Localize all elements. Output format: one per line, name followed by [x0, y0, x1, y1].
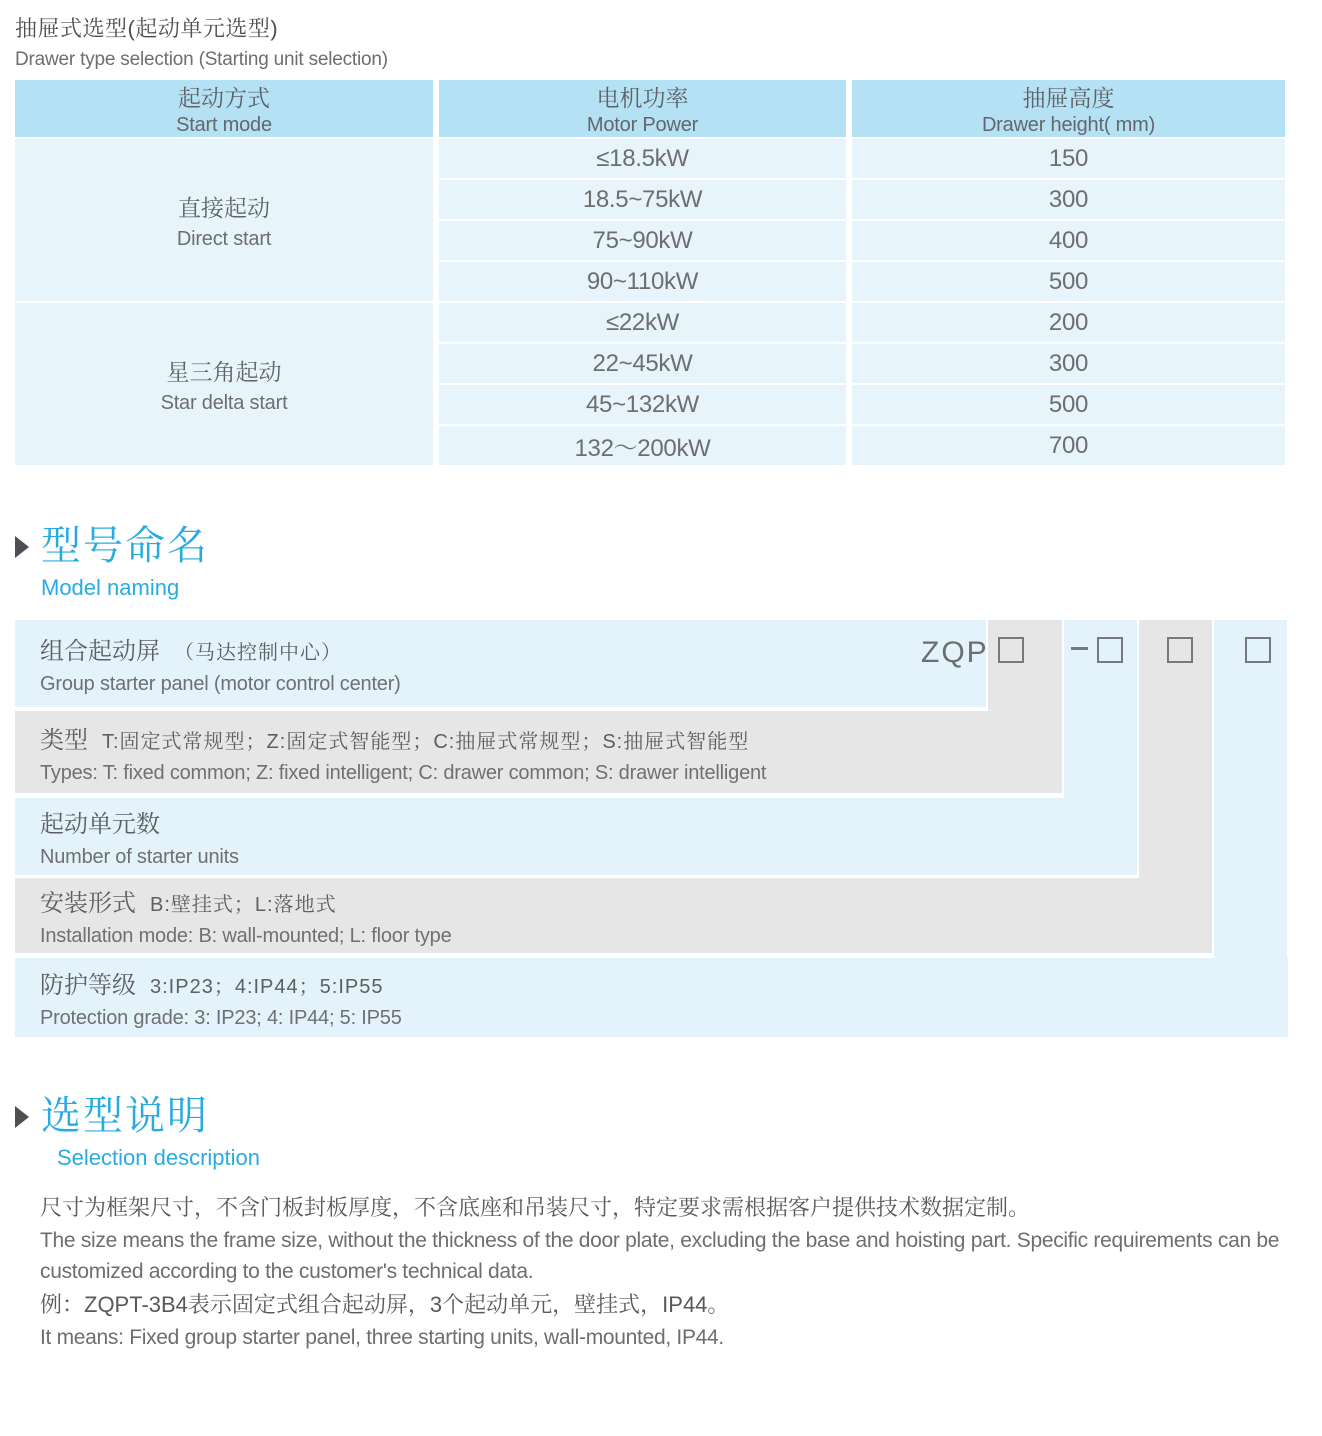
section-title-en: Selection description — [57, 1145, 261, 1170]
section-selection-description-heading — [15, 1094, 260, 1171]
header-start-mode — [15, 80, 433, 137]
motor-power-cell: 132～200kW — [439, 426, 846, 465]
code-box-icon — [1167, 637, 1193, 663]
start-mode-group-cell — [15, 139, 433, 301]
naming-row-types — [15, 711, 1061, 793]
selection-description-body — [40, 1192, 1290, 1355]
naming-row-protection-grade — [15, 958, 1288, 1037]
description-example-zh: 例：ZQPT-3B4表示固定式组合起动屏，3个起动单元，壁挂式，IP44。 — [40, 1292, 730, 1317]
selection-table — [15, 80, 1285, 465]
group-direct-start-en: Direct start — [176, 227, 272, 250]
page-header — [15, 12, 388, 71]
right-triangle-icon — [15, 1106, 29, 1128]
header-drawer-height — [852, 80, 1285, 137]
naming-row-group-starter-panel — [15, 620, 986, 707]
group-star-delta-en: Star delta start — [160, 391, 288, 414]
naming-row-zh-label: 起动单元数 — [40, 811, 160, 838]
naming-row-en: Protection grade: 3: IP23; 4: IP44; 5: IP55 — [40, 1007, 402, 1029]
naming-row-zh-rest: 3:IP23；4:IP44；5:IP55 — [150, 976, 384, 998]
naming-row-starter-units — [15, 798, 1136, 875]
drawer-height-cell: 150 — [852, 139, 1285, 178]
header-motor-power-zh: 电机功率 — [596, 85, 689, 111]
header-drawer-height-en: Drawer height( mm) — [981, 114, 1156, 136]
drawer-height-cell: 500 — [852, 385, 1285, 424]
right-triangle-icon — [15, 536, 29, 558]
code-box-icon — [1245, 637, 1271, 663]
naming-row-zh-label: 组合起动屏 — [40, 638, 160, 665]
naming-row-en: Types: T: fixed common; Z: fixed intelligent; C: drawer common; S: drawer intelligent — [40, 761, 767, 784]
header-start-mode-en: Start mode — [176, 114, 272, 136]
model-naming-diagram — [15, 620, 1288, 1037]
section-model-naming-heading — [15, 524, 209, 601]
description-paragraph-en: The size means the frame size, without the thickness of the door plate, excluding the base and hoisting part. Specific requirements can be customized according to the customer's technical data. — [40, 1229, 1280, 1283]
page-title-en: Drawer type selection (Starting unit selection) — [15, 49, 388, 70]
naming-stair-column-protection — [1214, 620, 1287, 1037]
motor-power-cell: 90~110kW — [439, 262, 846, 301]
section-title-zh: 选型说明 — [41, 1094, 209, 1138]
section-title-en: Model naming — [41, 575, 180, 600]
page-title-zh: 抽屉式选型(起动单元选型) — [15, 16, 279, 41]
model-code-prefix: ZQP — [921, 636, 989, 669]
header-motor-power-en: Motor Power — [586, 114, 699, 136]
drawer-height-cell: 700 — [852, 426, 1285, 465]
drawer-height-cell: 300 — [852, 180, 1285, 219]
motor-power-cell: 22~45kW — [439, 344, 846, 383]
drawer-height-cell: 500 — [852, 262, 1285, 301]
header-start-mode-zh: 起动方式 — [178, 85, 270, 111]
drawer-height-cell: 200 — [852, 303, 1285, 342]
naming-row-zh-label: 防护等级 — [40, 972, 136, 999]
section-title-zh: 型号命名 — [41, 524, 209, 568]
start-mode-group-cell — [15, 303, 433, 465]
drawer-height-cell: 300 — [852, 344, 1285, 383]
naming-row-en: Number of starter units — [40, 846, 239, 868]
drawer-height-cell: 400 — [852, 221, 1285, 260]
naming-row-zh-rest: （马达控制中心） — [174, 642, 342, 664]
header-drawer-height-zh: 抽屉高度 — [1022, 85, 1115, 111]
code-box-icon — [1097, 637, 1123, 663]
motor-power-cell: 45~132kW — [439, 385, 846, 424]
naming-row-installation-mode — [15, 878, 1211, 953]
motor-power-cell: ≤18.5kW — [439, 139, 846, 178]
group-star-delta-zh: 星三角起动 — [166, 358, 282, 385]
naming-row-zh-rest: B:壁挂式；L:落地式 — [150, 894, 337, 916]
naming-row-en: Installation mode: B: wall-mounted; L: floor type — [40, 925, 452, 947]
header-motor-power — [439, 80, 846, 137]
dash-icon — [1071, 647, 1088, 650]
naming-stair-column-installation — [1139, 620, 1212, 953]
motor-power-cell: 75~90kW — [439, 221, 846, 260]
naming-row-zh-label: 类型 — [40, 726, 88, 754]
motor-power-cell: ≤22kW — [439, 303, 846, 342]
group-direct-start-zh: 直接起动 — [178, 194, 270, 221]
description-paragraph-zh: 尺寸为框架尺寸，不含门板封板厚度，不含底座和吊装尺寸，特定要求需根据客户提供技术数据定制。 — [40, 1195, 1031, 1220]
naming-row-zh-label: 安装形式 — [40, 890, 136, 917]
naming-row-zh-rest: T:固定式常规型；Z:固定式智能型；C:抽屉式常规型；S:抽屉式智能型 — [102, 730, 750, 753]
code-box-icon — [998, 637, 1024, 663]
description-example-en: It means: Fixed group starter panel, three starting units, wall-mounted, IP44. — [40, 1326, 724, 1349]
naming-row-en: Group starter panel (motor control center) — [40, 673, 401, 695]
motor-power-cell: 18.5~75kW — [439, 180, 846, 219]
